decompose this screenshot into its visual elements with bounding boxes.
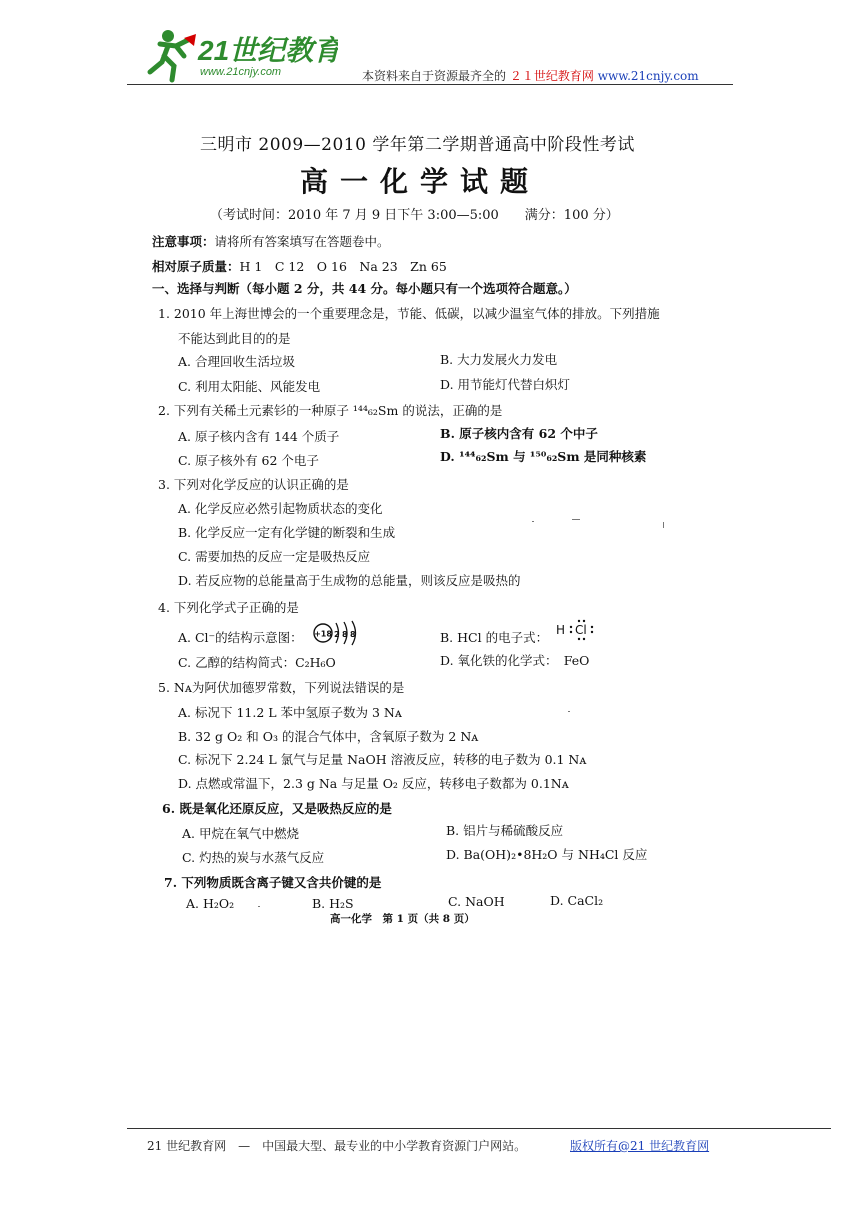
question-1-option-a: A. 合理回收生活垃圾	[178, 354, 295, 369]
question-7-option-c: C. NaOH	[448, 894, 505, 909]
question-1-stem: 1. 2010 年上海世博会的一个重要理念是，节能、低碳，以减少温室气体的排放。下列措施	[158, 306, 660, 321]
header-note-site[interactable]: ２１世纪教育网	[509, 69, 594, 83]
section-heading	[152, 279, 577, 297]
lewis-h: H	[556, 623, 566, 637]
notice-label: 注意事项：	[152, 234, 215, 249]
scan-speck	[568, 711, 570, 712]
question-3-stem: 3. 下列对化学反应的认识正确的是	[158, 477, 349, 492]
atomic-text: H 1 C 12 O 16 Na 23 Zn 65	[239, 259, 447, 274]
scan-speck	[258, 906, 260, 907]
footer-tagline: 21 世纪教育网 — 中国最大型、最专业的中小学教育资源门户网站。	[147, 1139, 527, 1153]
question-3-option-c: C. 需要加热的反应一定是吸热反应	[178, 549, 371, 564]
question-3-option-b: B. 化学反应一定有化学键的断裂和生成	[178, 525, 396, 540]
question-4-option-a: A. Cl⁻的结构示意图：	[178, 630, 303, 645]
logo-url: www.21cnjy.com	[200, 66, 282, 78]
question-7-option-a: A. H₂O₂	[186, 896, 235, 911]
section-label: 一、选择与判断	[152, 281, 240, 296]
atomic-label: 相对原子质量：	[152, 259, 240, 274]
nucleus-label: +18	[314, 629, 332, 639]
question-1-stem-2: 不能达到此目的的是	[178, 331, 291, 346]
header-note	[362, 67, 699, 84]
question-3-option-d: D. 若反应物的总能量高于生成物的总能量，则该反应是吸热的	[178, 573, 521, 588]
atomic-masses	[152, 257, 447, 275]
question-5-option-d: D. 点燃或常温下，2.3 g Na 与足量 O₂ 反应，转移电子数都为 0.1Nᴀ	[178, 776, 569, 791]
question-7-option-d: D. CaCl₂	[550, 893, 604, 908]
question-2-option-a: A. 原子核内含有 144 个质子	[178, 429, 340, 444]
question-6-option-c: C. 灼热的炭与水蒸气反应	[182, 850, 325, 865]
svg-text:8: 8	[350, 630, 356, 639]
chloride-ion-diagram	[312, 620, 364, 646]
notice-text: 请将所有答案填写在答题卷中。	[214, 234, 390, 249]
svg-text:8: 8	[342, 630, 348, 639]
question-1-option-c: C. 利用太阳能、风能发电	[178, 379, 321, 394]
question-4-option-c: C. 乙醇的结构简式：C₂H₆O	[178, 655, 336, 670]
question-5-option-a: A. 标况下 11.2 L 苯中氢原子数为 3 Nᴀ	[178, 705, 402, 720]
hcl-lewis-structure	[556, 616, 600, 644]
exam-time: （考试时间：2010 年 7 月 9 日下午 3:00—5:00 满分：100 分）	[210, 208, 619, 223]
question-2-option-b: B. 原子核内含有 62 个中子	[440, 426, 598, 441]
question-4-option-b: B. HCl 的电子式：	[440, 630, 549, 645]
footer-divider	[127, 1128, 831, 1129]
question-1-option-d: D. 用节能灯代替白炽灯	[440, 377, 571, 392]
question-5-stem: 5. Nᴀ为阿伏加德罗常数，下列说法错误的是	[158, 680, 405, 695]
section-text: （每小题 2 分，共 44 分。每小题只有一个选项符合题意。）	[239, 281, 577, 296]
svg-text:2: 2	[334, 630, 340, 639]
scan-speck	[572, 519, 580, 520]
logo-text: 21世纪教育	[198, 35, 338, 66]
question-4-option-d: D. 氧化铁的化学式： FeO	[440, 653, 590, 668]
school-title: 三明市 2009—2010 学年第二学期普通高中阶段性考试	[200, 135, 635, 155]
question-4-stem: 4. 下列化学式子正确的是	[158, 600, 299, 615]
lewis-cl: Cl	[575, 623, 587, 637]
question-6-option-a: A. 甲烷在氧气中燃烧	[182, 826, 299, 841]
header-divider	[127, 84, 733, 85]
question-2-option-d: D. ¹⁴⁴₆₂Sm 与 ¹⁵⁰₆₂Sm 是同种核素	[440, 449, 647, 464]
question-5-option-b: B. 32 g O₂ 和 O₃ 的混合气体中，含氧原子数为 2 Nᴀ	[178, 729, 479, 744]
notice	[152, 232, 390, 250]
page-number: 高一化学 第 1 页（共 8 页）	[330, 913, 475, 925]
question-6-stem: 6. 既是氧化还原反应，又是吸热反应的是	[162, 801, 392, 816]
question-7-option-b: B. H₂S	[312, 896, 354, 911]
header-note-url[interactable]: www.21cnjy.com	[597, 69, 699, 83]
question-7-stem: 7. 下列物质既含离子键又含共价键的是	[164, 875, 382, 890]
header-note-prefix: 本资料来自于资源最齐全的	[362, 69, 507, 83]
scan-speck	[663, 522, 664, 528]
page-title: 高一化学试题	[300, 165, 541, 198]
question-2-stem: 2. 下列有关稀土元素钐的一种原子 ¹⁴⁴₆₂Sm 的说法，正确的是	[158, 403, 503, 418]
question-6-option-d: D. Ba(OH)₂•8H₂O 与 NH₄Cl 反应	[446, 847, 648, 862]
question-2-option-c: C. 原子核外有 62 个电子	[178, 453, 319, 468]
site-logo	[138, 26, 338, 86]
scan-speck	[532, 521, 534, 522]
question-5-option-c: C. 标况下 2.24 L 氯气与足量 NaOH 溶液反应，转移的电子数为 0.1 Nᴀ	[178, 752, 587, 767]
question-1-option-b: B. 大力发展火力发电	[440, 352, 558, 367]
question-6-option-b: B. 铝片与稀硫酸反应	[446, 823, 564, 838]
question-3-option-a: A. 化学反应必然引起物质状态的变化	[178, 501, 383, 516]
footer-copyright-link[interactable]: 版权所有@21 世纪教育网	[570, 1139, 710, 1153]
